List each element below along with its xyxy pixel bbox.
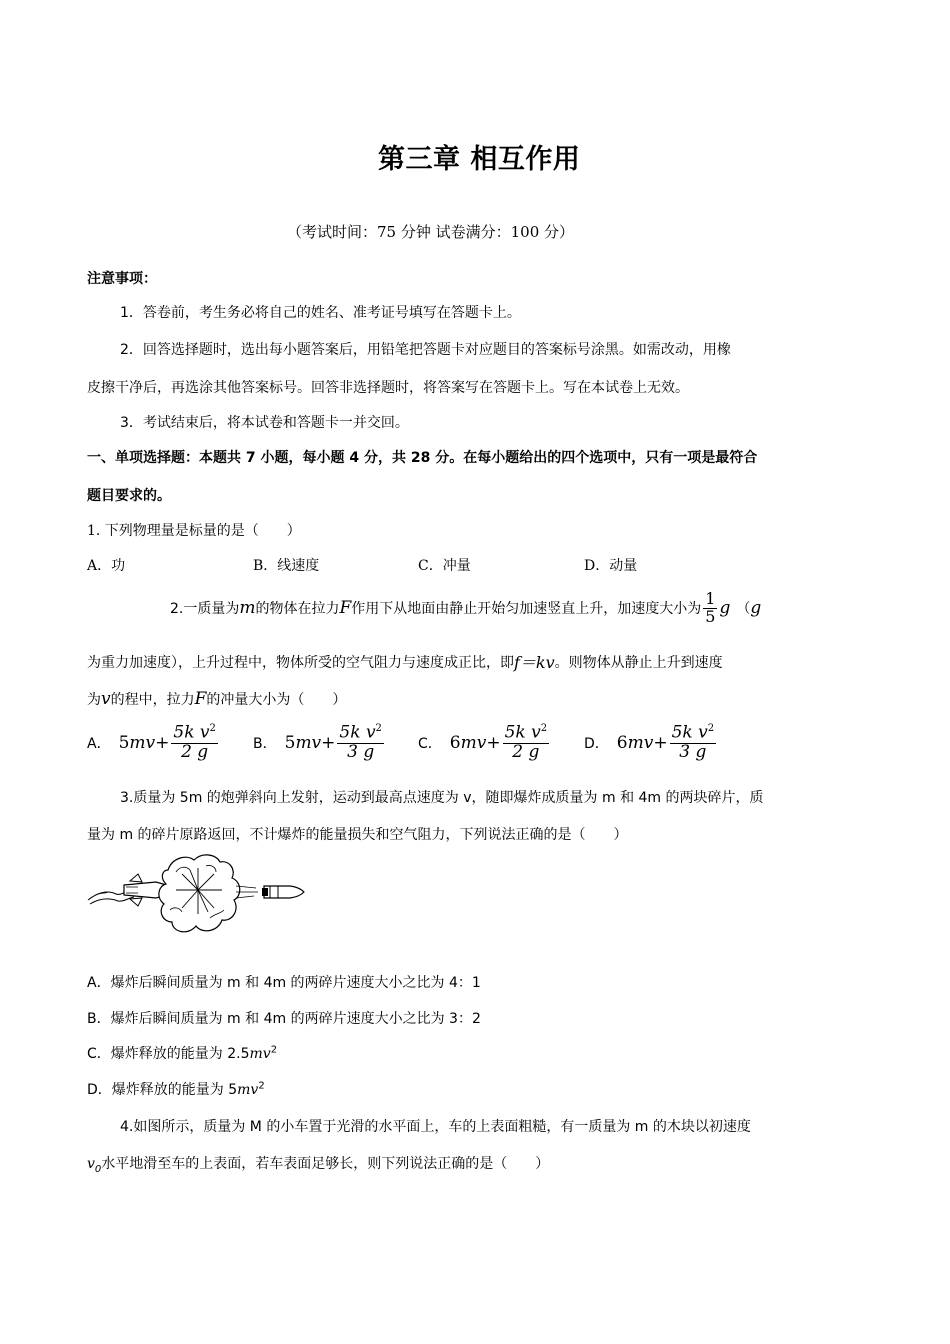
q3-option-b: B．爆炸后瞬间质量为 m 和 4m 的两碎片速度大小之比为 3：2: [87, 1011, 481, 1027]
q2-var-F: F: [339, 598, 352, 619]
q2-option-a-expr: [119, 724, 220, 761]
q2-option-a-plus: +: [155, 732, 170, 753]
q2-option-c-coef: 6: [449, 732, 461, 753]
q3-stem-line-1: 3.质量为 5m 的炮弹斜向上发射，运动到最高点速度为 v，随即爆炸成质量为 m 和 4m 的两块碎片，质: [120, 790, 764, 806]
q3-option-d: [87, 1079, 265, 1099]
q2-option-d-exp: 2: [707, 723, 715, 734]
q2-option-c: [418, 724, 551, 761]
q4-var-v0: v: [87, 1156, 95, 1172]
q2-option-a-exp: 2: [209, 723, 216, 734]
q2-option-a-coef: 5: [118, 732, 130, 753]
q2-line2-b: 。则物体从静止上升到速度: [554, 654, 723, 671]
q2-option-d-expr: [617, 724, 718, 761]
q3-stem-line-2: 量为 m 的碎片原路返回，不计爆炸的能量损失和空气阻力，下列说法正确的是（ ）: [87, 827, 628, 843]
q2-option-b-mv: mv: [295, 732, 322, 753]
q2-stem-d: （: [736, 601, 751, 618]
q4-var-v0-sub: 0: [94, 1163, 102, 1175]
q2-option-b: [253, 724, 386, 761]
q4-line2-text: 水平地滑至车的上表面，若车表面足够长，则下列说法正确的是（ ）: [101, 1156, 550, 1172]
notice-item-2-line-2: 皮擦干净后，再选涂其他答案标号。回答非选择题时，将答案写在答题卡上。写在本试卷上无效。: [87, 380, 689, 396]
q2-var-g: g: [719, 598, 731, 619]
q2-option-d-mv: mv: [627, 732, 654, 753]
notice-item-3: 3．考试结束后，将本试卷和答题卡一并交回。: [120, 415, 409, 431]
q4-stem-line-2: [87, 1153, 549, 1175]
q2-option-d-num: 5k v: [671, 722, 708, 743]
page-title: 第三章 相互作用: [378, 144, 581, 175]
q2-line3-a: 为: [87, 692, 101, 708]
q2-option-a-den: 2 g: [181, 741, 209, 762]
q2-formula-fkv: f＝kv: [514, 653, 555, 672]
q2-option-b-fraction: [337, 724, 384, 761]
q2-option-a: [87, 724, 220, 761]
notice-item-2-line-1: 2．回答选择题时，选出每小题答案后，用铅笔把答题卡对应题目的答案标号涂黑。如需改动，用橡: [120, 342, 731, 358]
q2-option-d: [584, 724, 718, 761]
q2-fraction-denominator: 5: [705, 606, 716, 626]
q2-stem-line-3: [87, 689, 346, 709]
q2-var-v: v: [101, 689, 111, 709]
notice-item-1: 1．答卷前，考生务必将自己的姓名、准考证号填写在答题卡上。: [120, 305, 521, 321]
q2-stem-line-2: [87, 650, 723, 673]
q3-option-d-var: mv: [237, 1082, 259, 1098]
q2-stem-line-1: [170, 591, 761, 626]
q2-option-b-label: B．: [253, 735, 277, 752]
q1-option-c: C．冲量: [418, 558, 471, 574]
q2-option-c-plus: +: [486, 732, 501, 753]
q2-option-a-fraction: [171, 724, 218, 761]
q2-option-c-num: 5k v: [504, 722, 541, 743]
q2-fraction-numerator: 1: [705, 589, 716, 608]
q2-stem-b: 的物体在拉力: [255, 601, 340, 618]
q3-option-d-text: D．爆炸释放的能量为 5: [87, 1082, 238, 1098]
q2-line3-b: 的程中，拉力: [110, 692, 195, 708]
q2-line3-c: 的冲量大小为（ ）: [206, 692, 347, 708]
q2-option-d-plus: +: [653, 732, 668, 753]
q3-option-c: [87, 1043, 277, 1063]
q2-option-b-num: 5k v: [339, 722, 376, 743]
section-heading-line-2: 题目要求的。: [87, 488, 171, 504]
exam-info: （考试时间：75 分钟 试卷满分：100 分）: [287, 223, 575, 241]
q2-option-d-label: D．: [584, 735, 609, 752]
q2-var-F2: F: [194, 689, 207, 709]
q1-option-a: A．功: [87, 558, 126, 574]
q2-stem-a: 2.一质量为: [170, 601, 240, 618]
q2-option-c-mv: mv: [460, 732, 487, 753]
q2-option-a-mv: mv: [129, 732, 156, 753]
q2-option-a-num: 5k v: [173, 722, 210, 743]
q2-option-c-den: 2 g: [512, 741, 540, 762]
notice-heading: 注意事项：: [87, 271, 157, 287]
q3-option-d-exp: 2: [258, 1080, 265, 1092]
section-heading-line-1: 一、单项选择题：本题共 7 小题，每小题 4 分，共 28 分。在每小题给出的四个选项中，只有一项是最符合: [87, 450, 758, 466]
q3-option-c-text: C．爆炸释放的能量为 2.5: [87, 1046, 250, 1062]
q2-option-d-den: 3 g: [679, 741, 707, 762]
explosion-figure: [86, 852, 308, 938]
q3-option-a: A．爆炸后瞬间质量为 m 和 4m 的两碎片速度大小之比为 4：1: [87, 975, 481, 991]
q4-stem-line-1: 4.如图所示，质量为 M 的小车置于光滑的水平面上，车的上表面粗糙，有一质量为 m 的木块以初速度: [120, 1119, 751, 1135]
q2-fraction: [703, 591, 717, 626]
q2-option-b-coef: 5: [284, 732, 296, 753]
q2-line2-a: 为重力加速度），上升过程中，物体所受的空气阻力与速度成正比，即: [87, 654, 514, 671]
q2-var-m: m: [239, 598, 256, 619]
q2-option-b-expr: [285, 724, 386, 761]
q2-option-b-plus: +: [321, 732, 336, 753]
q2-option-b-den: 3 g: [347, 741, 375, 762]
q2-option-b-exp: 2: [375, 723, 382, 734]
q2-option-d-coef: 6: [616, 732, 628, 753]
q2-option-a-label: A．: [87, 735, 111, 752]
q2-option-c-expr: [450, 724, 551, 761]
q2-stem-c: 作用下从地面由静止开始匀加速竖直上升，加速度大小为: [351, 601, 702, 618]
q2-var-g2: g: [750, 598, 762, 619]
q1-option-d: D．动量: [584, 558, 638, 574]
q1-option-b: B．线速度: [253, 558, 320, 574]
q2-option-c-fraction: [503, 724, 550, 761]
q3-option-c-exp: 2: [270, 1044, 278, 1056]
q2-option-c-exp: 2: [540, 723, 548, 734]
q1-stem: 1. 下列物理量是标量的是（ ）: [87, 523, 301, 539]
q2-option-c-label: C．: [418, 735, 442, 752]
q3-option-c-var: mv: [249, 1046, 271, 1062]
q2-option-d-fraction: [670, 724, 717, 761]
